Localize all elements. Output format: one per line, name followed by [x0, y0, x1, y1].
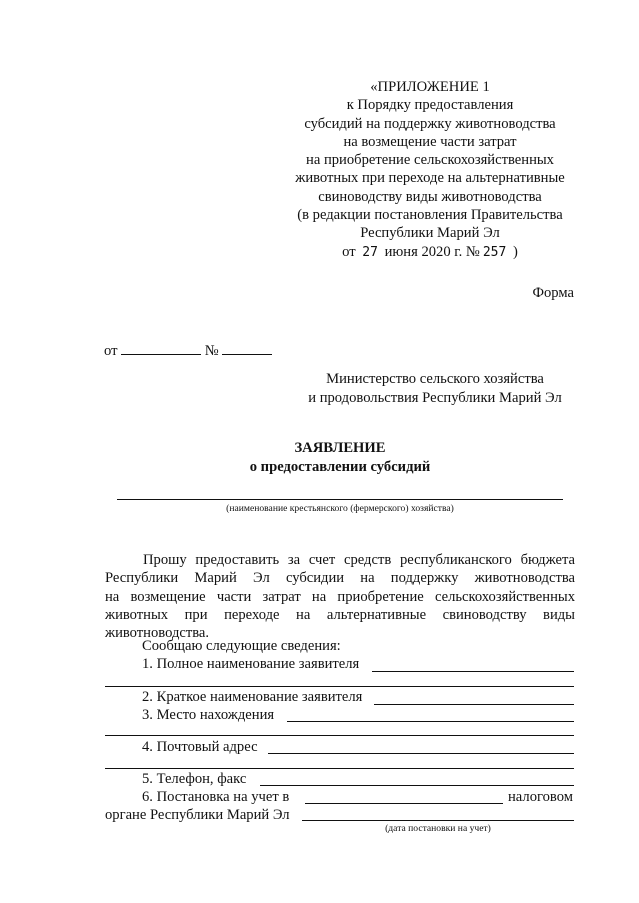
number-sign: №: [204, 343, 219, 359]
appendix-line: к Порядку предоставления: [346, 97, 514, 114]
number-blank[interactable]: [222, 340, 272, 355]
from-date-blank[interactable]: [121, 340, 201, 355]
field-phone-fax-label: 5. Телефон, факс: [142, 771, 247, 787]
appendix-header: [280, 78, 580, 262]
date-day: 27: [362, 244, 378, 260]
paragraph-line: на возмещение части затрат на приобретение сельскохозяйственных: [105, 588, 575, 605]
field-postal-address-blank-2[interactable]: [105, 768, 574, 769]
farm-name-caption: (наименование крестьянского (фермерского) хозяйства): [226, 503, 454, 514]
resolution-date-line: [280, 243, 580, 262]
field-tax-registration-label-3: органе Республики Марий Эл: [105, 807, 290, 823]
field-full-name-blank-2[interactable]: [105, 686, 574, 687]
appendix-line: животных при переходе на альтернативные: [295, 170, 565, 187]
registration-date-caption: (дата постановки на учет): [385, 823, 491, 834]
field-location-blank[interactable]: [287, 721, 574, 722]
form-label: Форма: [532, 285, 574, 301]
paragraph-line: животных при переходе на альтернативные свиноводству виды: [105, 606, 575, 623]
document-subtitle: о предоставлении субсидий: [249, 459, 431, 475]
resolution-number: 257: [482, 244, 507, 260]
document-title: ЗАЯВЛЕНИЕ: [294, 440, 386, 456]
request-paragraph: [105, 551, 575, 642]
field-full-name-label: 1. Полное наименование заявителя: [142, 656, 360, 672]
appendix-line: «ПРИЛОЖЕНИЕ 1: [370, 79, 490, 95]
date-suffix: ): [513, 243, 518, 260]
appendix-line: свиноводству виды животноводства: [318, 188, 542, 205]
appendix-line: на возмещение части затрат: [343, 133, 517, 150]
field-tax-registration-label-2: налоговом: [508, 789, 573, 805]
field-phone-fax-blank[interactable]: [260, 785, 574, 786]
date-prefix: от: [342, 243, 356, 260]
field-short-name-blank[interactable]: [374, 704, 574, 705]
addressee: [290, 370, 580, 407]
paragraph-line: животноводства.: [105, 625, 210, 642]
field-location-blank-2[interactable]: [105, 735, 574, 736]
field-tax-registration-label: 6. Постановка на учет в: [142, 789, 290, 805]
field-location-label: 3. Место нахождения: [142, 707, 275, 723]
farm-name-blank[interactable]: [117, 499, 563, 500]
addressee-line: Министерство сельского хозяйства: [326, 371, 544, 387]
addressee-line: и продовольствия Республики Марий Эл: [308, 389, 562, 406]
appendix-line: на приобретение сельскохозяйственных: [306, 152, 554, 169]
date-month-year: июня 2020 г. №: [384, 243, 480, 260]
paragraph-line: Республики Марий Эл субсидии на поддержку животноводства: [105, 570, 575, 587]
field-registration-date-blank[interactable]: [302, 820, 574, 821]
field-short-name-label: 2. Краткое наименование заявителя: [142, 689, 363, 705]
field-full-name-blank[interactable]: [372, 671, 574, 672]
field-tax-registration-blank[interactable]: [305, 803, 503, 804]
field-postal-address-label: 4. Почтовый адрес: [142, 739, 258, 755]
from-number-line: [104, 340, 272, 360]
appendix-line: (в редакции постановления Правительства: [297, 207, 563, 224]
from-label: от: [104, 343, 118, 359]
info-intro: Сообщаю следующие сведения:: [142, 638, 341, 654]
appendix-line: Республики Марий Эл: [360, 225, 500, 242]
paragraph-line: Прошу предоставить за счет средств республиканского бюджета: [143, 552, 575, 568]
field-postal-address-blank[interactable]: [268, 753, 574, 754]
appendix-line: субсидий на поддержку животноводства: [304, 115, 556, 132]
